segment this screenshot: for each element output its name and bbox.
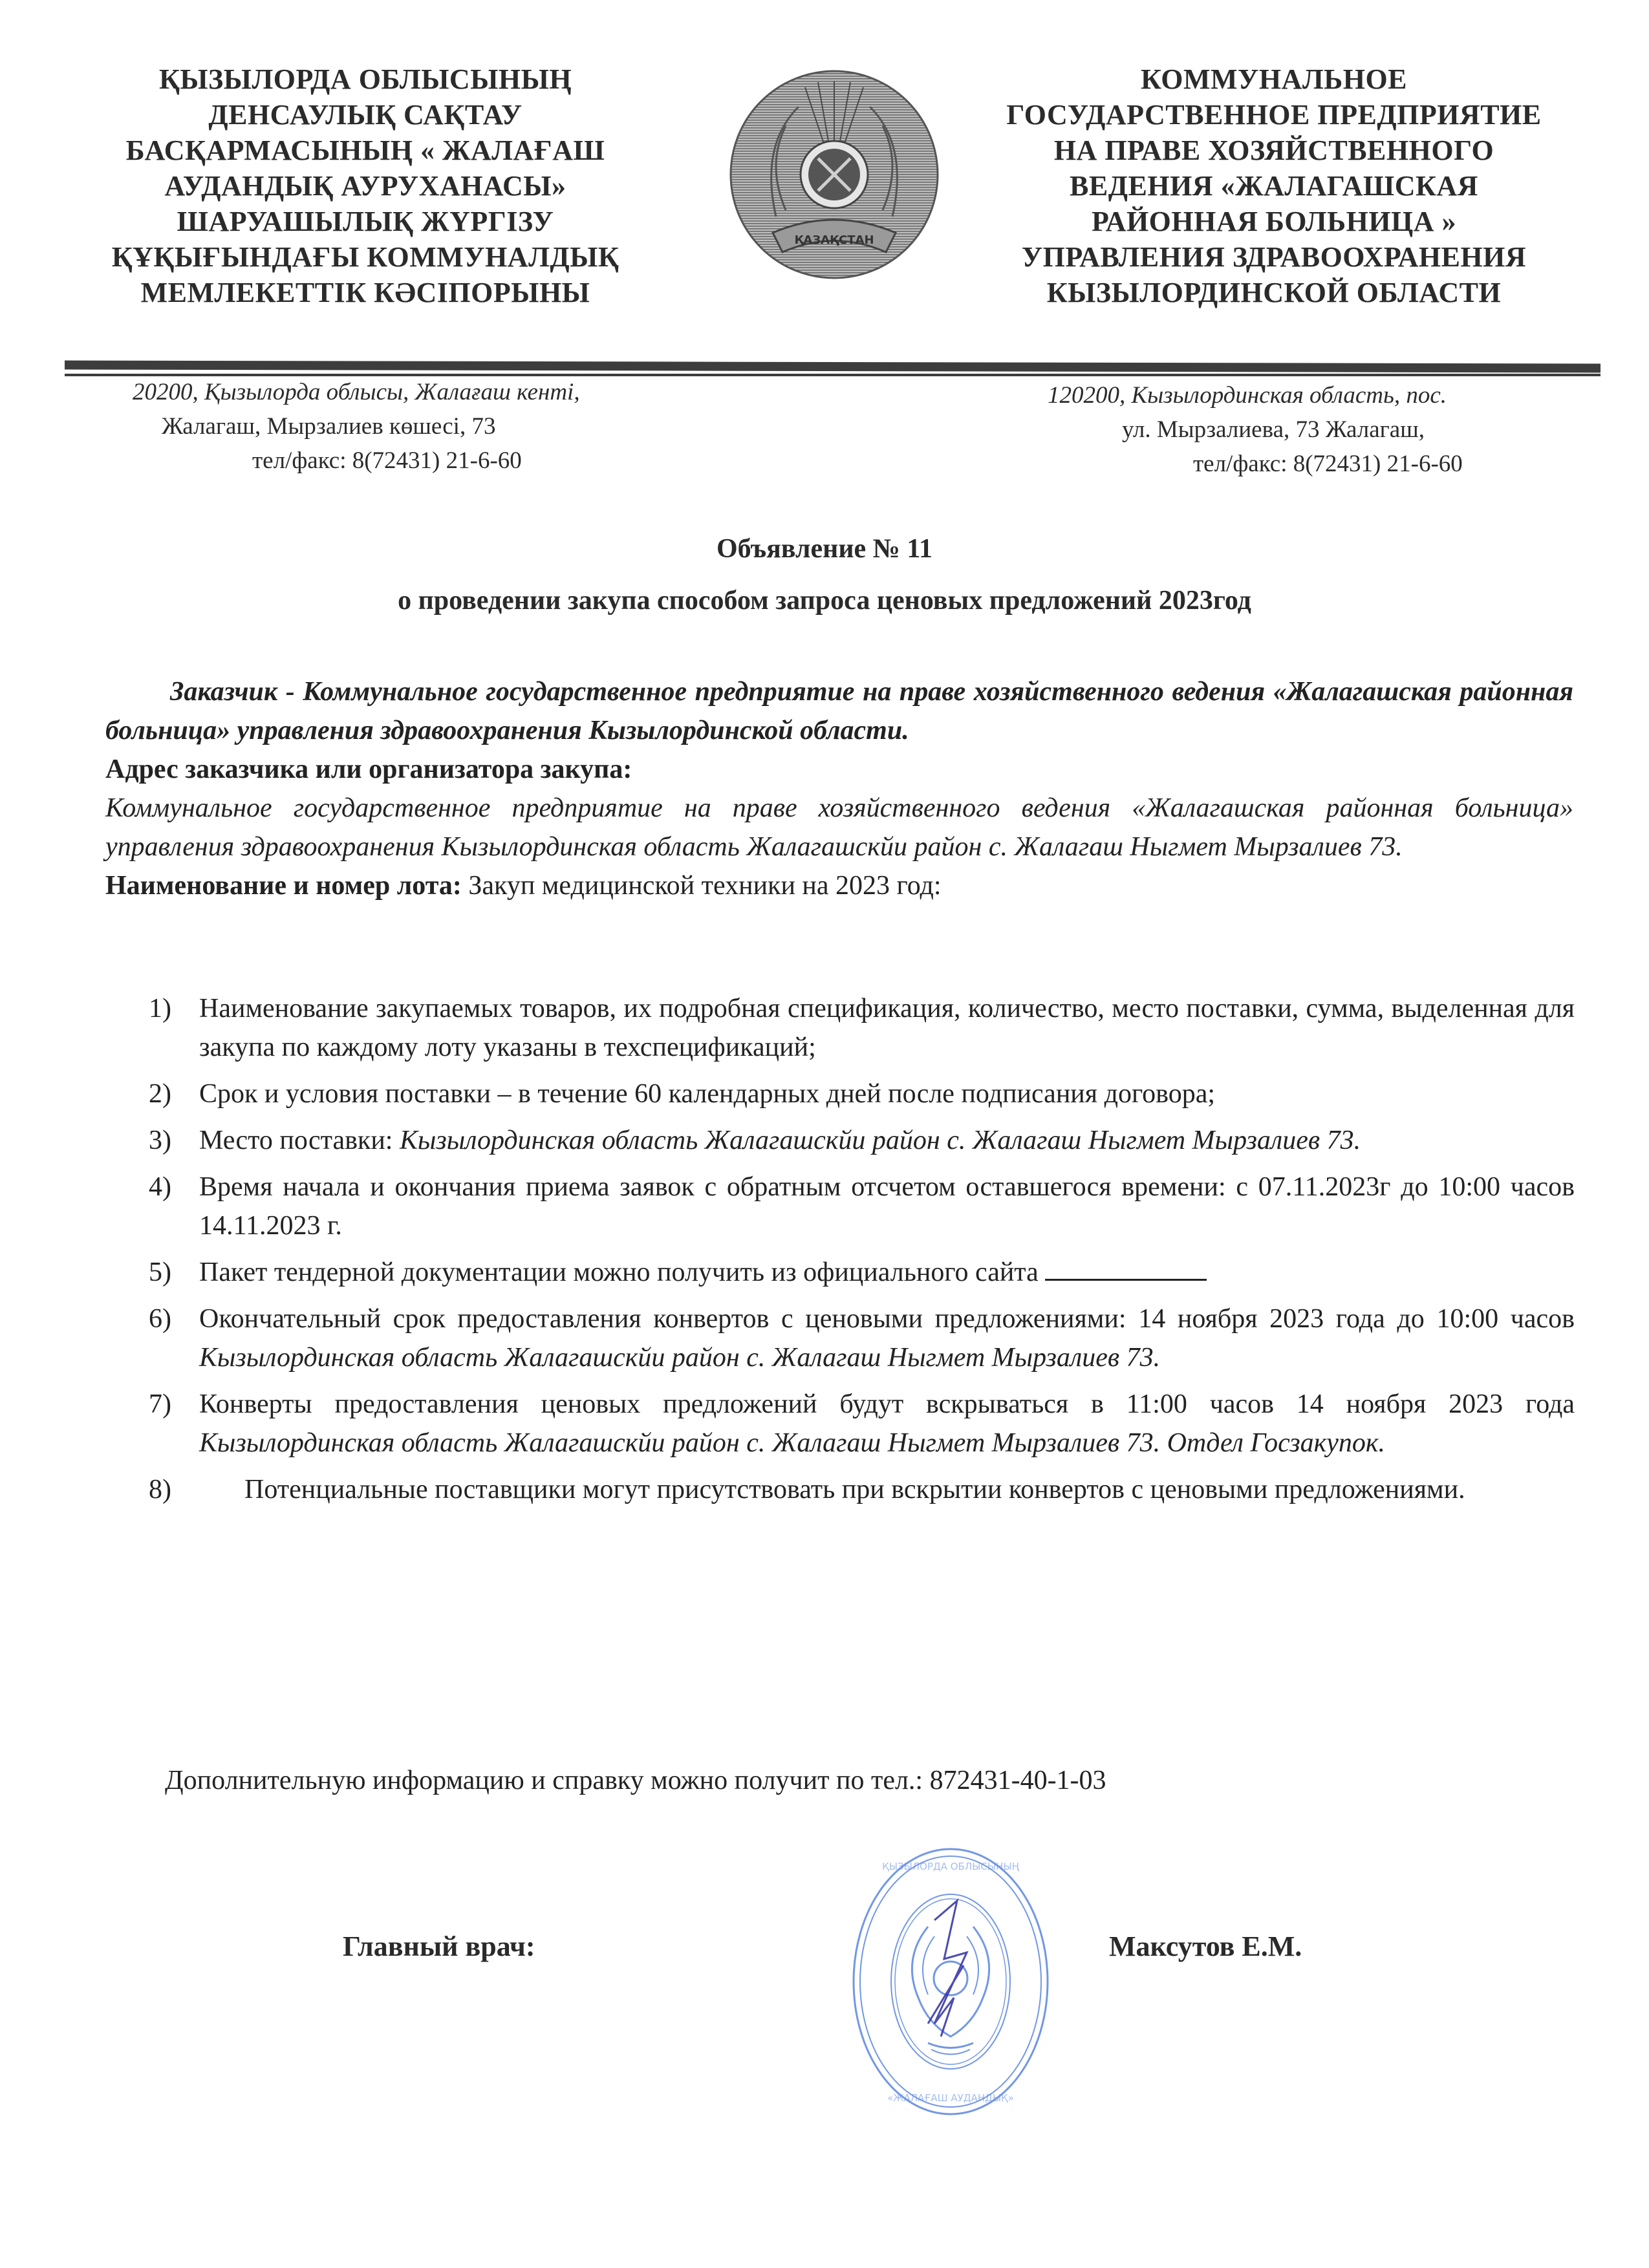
header-left-line: МЕМЛЕКЕТТІК КӘСІПОРЫНЫ — [140, 277, 590, 308]
list-item — [149, 989, 1575, 1067]
list-item — [149, 1075, 1575, 1113]
address-left-phone: тел/факс: 8(72431) 21-6-60 — [252, 447, 522, 474]
list-item-text: Срок и условия поставки – в течение 60 календарных дней после подписания договора; — [199, 1079, 1216, 1109]
list-item — [149, 1121, 1575, 1160]
header-right-line: УПРАВЛЕНИЯ ЗДРАВООХРАНЕНИЯ — [1021, 241, 1527, 273]
list-item-number: 4) — [149, 1172, 171, 1202]
address-right-line2: ул. Мырзалиева, 73 Жалагаш, — [1122, 416, 1425, 443]
list-item-text: Время начала и окончания приема заявок с обратным отсчетом оставшегося времени: с 07.11.2023г до 10:00 часов 14.11.2023 г. — [199, 1172, 1575, 1241]
header-left-line: ҚЫЗЫЛОРДА ОБЛЫСЫНЫҢ — [158, 63, 572, 95]
list-item — [149, 1300, 1575, 1377]
signatory-name: Максутов Е.М. — [1109, 1931, 1302, 1962]
header-right-line: РАЙОННАЯ БОЛЬНИЦА » — [1091, 206, 1457, 237]
list-item-text: Окончательный срок предоставления конвертов с ценовыми предложениями: 14 ноября 2023 года до 10:00 часов Кызылординская область Жалагашскйи район с. Жалагаш Ныгмет Мырзалиев 73. — [199, 1304, 1575, 1373]
emblem-text: ҚАЗАҚСТАН — [794, 233, 874, 247]
official-stamp-icon — [799, 1830, 1103, 2134]
announcement-body — [105, 672, 1573, 905]
list-item-number: 2) — [149, 1079, 171, 1109]
list-item — [149, 1253, 1575, 1292]
svg-text:ҚЫЗЫЛОРДА ОБЛЫСЫНЫҢ: ҚЫЗЫЛОРДА ОБЛЫСЫНЫҢ — [882, 1861, 1019, 1872]
header-left-line: АУДАНДЫҚ АУРУХАНАСЫ» — [164, 170, 566, 202]
address-left-line1: 20200, Қызылорда облысы, Жалағаш кенті, — [133, 379, 580, 405]
customer-address-text: Коммунальное государственное предприятие на праве хозяйственного ведения «Жалагашская районная больница» управления здравоохранения Кызылординская область Жалагашскйи район с. Жалагаш Ныгмет Мырзалиев 73. — [105, 793, 1573, 862]
header-org-name-russian — [983, 61, 1565, 310]
list-item — [149, 1385, 1575, 1462]
list-item-number: 7) — [149, 1389, 171, 1419]
state-emblem-icon — [721, 68, 947, 281]
address-right-phone: тел/факс: 8(72431) 21-6-60 — [1193, 451, 1463, 477]
address-right-line1: 120200, Кызылординская область, пос. — [1048, 382, 1447, 409]
header-right-line: КОММУНАЛЬНОЕ — [1140, 63, 1408, 95]
list-item-number: 6) — [149, 1304, 171, 1334]
header-divider-thick — [65, 361, 1600, 373]
header-left-line: БАСҚАРМАСЫНЫҢ « ЖАЛАҒАШ — [125, 134, 605, 166]
list-item-number: 1) — [149, 994, 171, 1023]
header-org-name-kazakh — [91, 61, 640, 310]
lot-line — [105, 866, 1573, 905]
conditions-list — [149, 989, 1575, 1517]
list-item-text: Наименование закупаемых товаров, их подробная спецификация, количество, место поставки, сумма, выделенная для закупа по каждому лоту указаны в техспецификаций; — [199, 994, 1575, 1062]
list-item-text: Пакет тендерной документации можно получить из официального сайта — [199, 1253, 1575, 1292]
lot-text: Закуп медицинской техники на 2023 год: — [461, 871, 942, 901]
customer-address-label: Адрес заказчика или организатора закупа: — [105, 754, 632, 784]
header-right-line: ВЕДЕНИЯ «ЖАЛАГАШСКАЯ — [1070, 170, 1478, 202]
list-item-number: 5) — [149, 1257, 171, 1287]
list-item-text: Потенциальные поставщики могут присутствовать при вскрытии конвертов с ценовыми предложениями. — [244, 1475, 1465, 1504]
address-kazakh — [97, 375, 744, 478]
header-left-line: ҚҰҚЫҒЫНДАҒЫ КОММУНАЛДЫҚ — [111, 241, 620, 273]
website-blank-field — [1045, 1254, 1207, 1281]
list-item-number: 8) — [149, 1475, 171, 1504]
customer-paragraph: Заказчик - Коммунальное государственное предприятие на праве хозяйственного ведения «Жалагашская районная больница» управления здравоохранения Кызылординской области. — [105, 677, 1573, 745]
header-left-line: ДЕНСАУЛЫҚ САҚТАУ — [208, 99, 523, 131]
address-russian — [1022, 378, 1604, 481]
header-right-line: ГОСУДАРСТВЕННОЕ ПРЕДПРИЯТИЕ — [1006, 99, 1542, 131]
list-item-text: Место поставки: Кызылординская область Жалагашскйи район с. Жалагаш Ныгмет Мырзалиев 73. — [199, 1126, 1361, 1155]
header-left-line: ШАРУАШЫЛЫҚ ЖҮРГІЗУ — [177, 206, 554, 237]
header-right-line: НА ПРАВЕ ХОЗЯЙСТВЕННОГО — [1053, 134, 1494, 166]
svg-text:«ЖАЛАҒАШ АУДАНДЫҚ»: «ЖАЛАҒАШ АУДАНДЫҚ» — [887, 2092, 1014, 2104]
header-right-line: КЫЗЫЛОРДИНСКОЙ ОБЛАСТИ — [1046, 277, 1502, 308]
list-item-text: Конверты предоставления ценовых предложений будут вскрываться в 11:00 часов 14 ноября 2023 года Кызылординская область Жалагашскйи район с. Жалагаш Ныгмет Мырзалиев 73. Отдел Госзакупок. — [199, 1389, 1575, 1458]
list-item-number: 3) — [149, 1126, 171, 1155]
announcement-title: Объявление № 11 — [716, 534, 933, 564]
additional-info: Дополнительную информацию и справку можно получит по тел.: 872431-40-1-03 — [165, 1766, 1106, 1795]
signatory-title: Главный врач: — [343, 1931, 535, 1962]
announcement-subtitle: о проведении закупа способом запроса ценовых предложений 2023год — [398, 586, 1251, 615]
lot-label: Наименование и номер лота: — [105, 871, 462, 901]
address-left-line2: Жалагаш, Мырзалиев көшесі, 73 — [162, 413, 496, 440]
list-item — [149, 1168, 1575, 1245]
list-item — [149, 1470, 1575, 1509]
